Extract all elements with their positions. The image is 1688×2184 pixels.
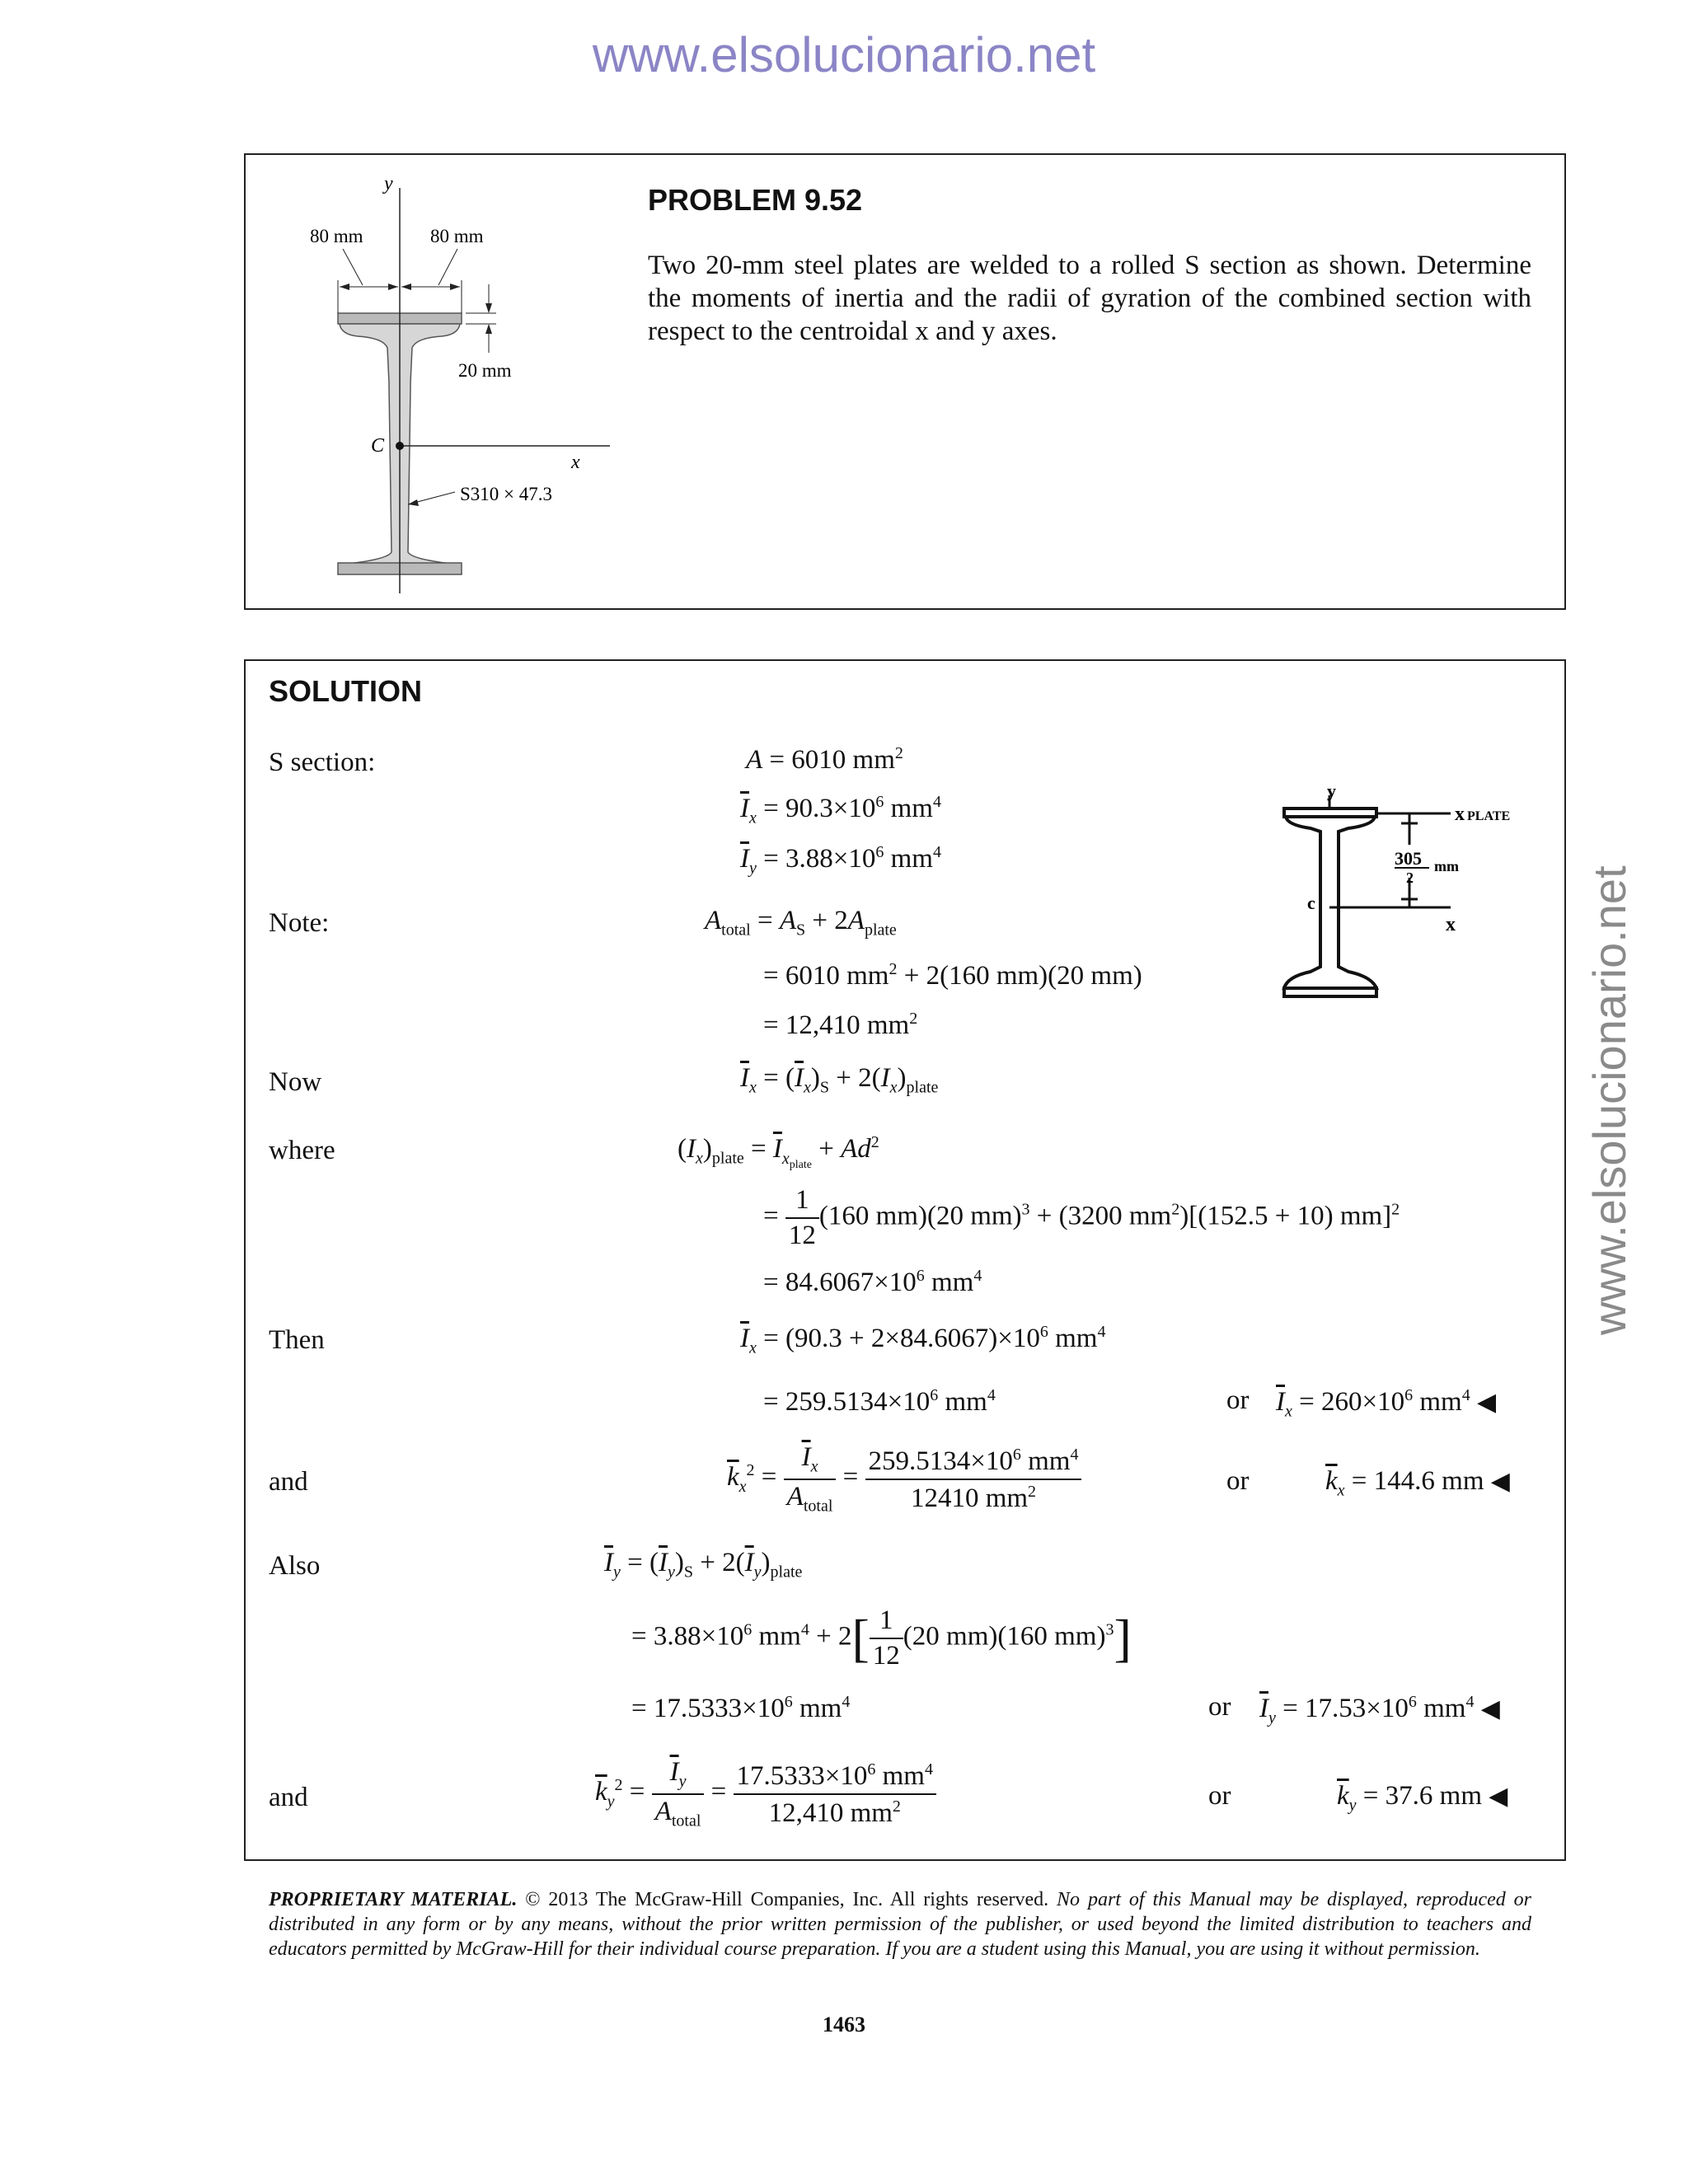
watermark-side: www.elsolucionario.net [1583, 865, 1635, 1335]
eq-area-total-result: = 12,410 $mm^2$ [763, 1010, 918, 1040]
answer-ix: $\overline{I}_x = 260\times 10^6$ $mm^4$ ◀ [1276, 1386, 1497, 1421]
answer-ky: $\overline{k}_y = 37.6$ mm ◀ [1337, 1781, 1508, 1815]
sketch-c-label: c [1307, 893, 1315, 913]
or-ix: or [1226, 1385, 1250, 1415]
answer-iy: $\overline{I}_y = 17.53\times 10^6$ $mm^4$ ◀ [1259, 1693, 1500, 1727]
label-s-section: S section: [269, 748, 376, 777]
fig-dim-right: 80 mm [430, 226, 484, 246]
solution-title: SOLUTION [269, 674, 422, 708]
label-where: where [269, 1136, 335, 1165]
label-then: Then [269, 1325, 325, 1355]
eq-ix-plate-def: $(I_x)_{plate} = \overline{I}_{x_{plate}} + Ad^2$ [678, 1133, 879, 1171]
problem-figure [280, 165, 626, 593]
eq-ix-result: = $259.5134\times 10^6$ $mm^4$ [763, 1386, 996, 1417]
label-note: Note: [269, 908, 330, 938]
or-kx: or [1226, 1466, 1250, 1496]
problem-statement: Two 20-mm steel plates are welded to a rolled S section as shown. Determine the moments of inertia and the radii of gyration of the combined section with respect to the centroidal x and y axes. [648, 251, 1531, 346]
fig-centroid-label: C [371, 435, 385, 457]
label-now: Now [269, 1067, 322, 1097]
sketch-section-shape [1284, 808, 1376, 996]
fig-dim-thickness: 20 mm [458, 360, 512, 381]
eq-area-total-def: $A_{total} = A_S + 2A_{plate}$ [705, 906, 897, 940]
sketch-x-label: x [1446, 914, 1456, 935]
problem-title: PROBLEM 9.52 [648, 183, 863, 217]
eq-ix-plate-sub: = $\frac{1}{12}$ (160 mm)(20 mm)$^3$ + (3200 $mm^2)[(152.5 + 10)$ mm]$^2$ [763, 1185, 1400, 1250]
sketch-xplate-sub: PLATE [1467, 809, 1511, 823]
eq-iy-section: $\overline{I}_y = 3.88\times 10^6$ $mm^4$ [740, 843, 941, 878]
eq-area-total-sub: = 6010 $mm^2 + 2(160$ mm)(20 mm) [763, 960, 1142, 991]
solution-sketch [1269, 779, 1541, 1018]
eq-iy-sub: = $3.88\times 10^6$ $mm^4 + 2$[ $\frac{1}{12}$ (20 mm)(160 mm)$^3$] [631, 1605, 1132, 1671]
eq-kx: $\overline{k}_x^2$ = $\frac{\overline{I}_x}{A_{total}}$ = $\frac{259.5134\times 10^6 mm^4}{12410 mm^2}$ [727, 1444, 1081, 1514]
eq-ix-section: $\overline{I}_x = 90.3\times 10^6$ $mm^4$ [740, 793, 941, 827]
fig-x-axis-label: x [571, 452, 580, 473]
label-and-2: and [269, 1783, 308, 1812]
fig-section-label: S310 × 47.3 [460, 484, 553, 504]
sketch-y-label: y [1327, 780, 1336, 801]
answer-kx: $\overline{k}_x = 144.6$ mm ◀ [1325, 1466, 1510, 1500]
fig-dim-left: 80 mm [310, 226, 363, 246]
eq-iy-def: $\overline{I}_y = (\overline{I}_y)_S + 2(\overline{I}_y)_{plate}$ [604, 1548, 803, 1582]
sketch-xplate-label: x [1455, 804, 1465, 825]
label-and-1: and [269, 1467, 308, 1497]
or-ky: or [1208, 1781, 1231, 1811]
sketch-dim-numerator: 305 [1395, 848, 1422, 869]
label-also: Also [269, 1551, 321, 1581]
page-number: 1463 [823, 2013, 865, 2036]
eq-iy-result: = $17.5333\times 10^6$ $mm^4$ [631, 1693, 851, 1723]
eq-ix-plate-result: = $84.6067\times 10^6$ $mm^4$ [763, 1267, 982, 1297]
eq-ix-def: $\overline{I}_x = (\overline{I}_x)_S + 2(I_x)_{plate}$ [740, 1063, 939, 1097]
footer-notice: PROPRIETARY MATERIAL. © 2013 The McGraw-Hill Companies, Inc. All rights reserved. No part of this Manual may be displayed, reproduced or distributed in any form or by any means, without the prior written permission of the publisher, or used beyond the limited distribution to teachers and educators permitted by McGraw-Hill for their individual course preparation. If you are a student using this Manual, you are using it without permission. [269, 1889, 1532, 1960]
eq-ky: $\overline{k}_y^2$ = $\frac{\overline{I}_y}{A_{total}}$ = $\frac{17.5333\times 10^6 mm^4}{12,410 mm^2}$ [595, 1759, 936, 1829]
sketch-dim-unit: mm [1434, 858, 1459, 874]
or-iy: or [1208, 1692, 1231, 1722]
fig-y-axis-label: y [384, 173, 393, 194]
watermark-top: www.elsolucionario.net [592, 27, 1096, 82]
eq-area: A = 6010 $mm^2$ [746, 744, 903, 775]
eq-ix-combine: $\overline{I}_x = (90.3 + 2\times 84.6067)\times 10^6$ $mm^4$ [740, 1323, 1106, 1357]
sketch-dim-denominator: 2 [1406, 869, 1414, 886]
